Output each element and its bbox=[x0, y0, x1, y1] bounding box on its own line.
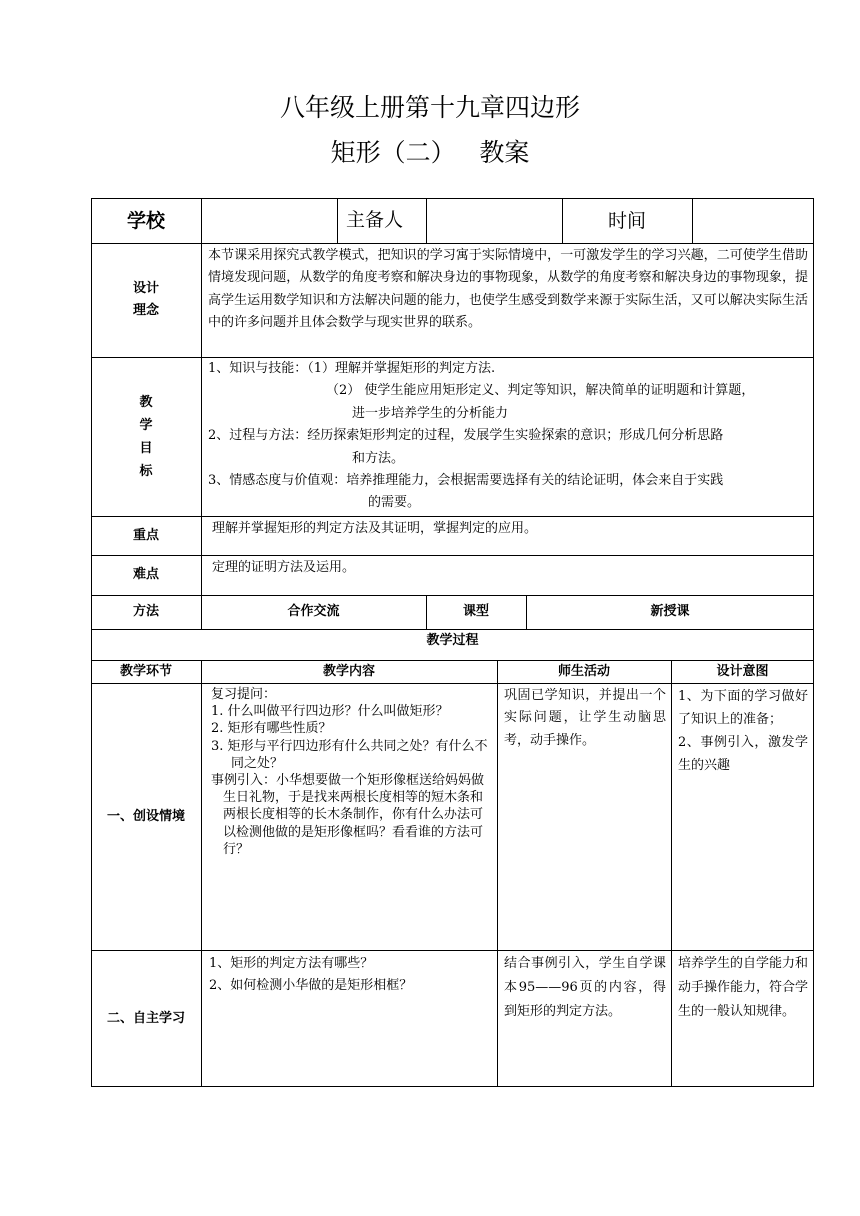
column-header-content: 教学内容 bbox=[322, 663, 375, 679]
difficulty-label: 难点 bbox=[132, 567, 159, 582]
lesson-type-label: 课型 bbox=[462, 604, 489, 619]
design-concept-label bbox=[91, 243, 201, 357]
content-heading: 复习提问： bbox=[211, 687, 277, 702]
objective-line: 3、情感态度与价值观：培养推理能力，会根据需要选择有关的结论证明，体会来自于实践 bbox=[208, 473, 724, 489]
method-value: 合作交流 bbox=[287, 604, 340, 619]
column-header-stage: 教学环节 bbox=[119, 663, 172, 679]
objectives-label-char1: 教 bbox=[139, 394, 153, 410]
content-item: 2. 矩形有哪些性质？ bbox=[211, 721, 332, 737]
time-value bbox=[692, 198, 814, 243]
document-title: 八年级上册第十九章四边形 bbox=[279, 93, 580, 122]
objective-line: 和方法。 bbox=[352, 450, 405, 466]
design-concept-label-line2: 理念 bbox=[132, 303, 159, 318]
content-item: 1. 什么叫做平行四边形？什么叫做矩形？ bbox=[211, 704, 449, 720]
difficulty-text: 定理的证明方法及运用。 bbox=[212, 560, 356, 575]
stage-1-activity: 巩固已学知识，并提出一个实际问题，让学生动脑思考，动手操作。 bbox=[504, 688, 666, 748]
stage-2-content bbox=[209, 953, 493, 1083]
stage-1-label: 一、创设情境 bbox=[106, 808, 185, 824]
process-heading: 教学过程 bbox=[426, 633, 479, 648]
lesson-type-value: 新授课 bbox=[650, 604, 690, 619]
document-subtitle: 矩形（二） 教案 bbox=[330, 138, 530, 167]
intent-item: 1、为下面的学习做好了知识上的准备； bbox=[678, 689, 808, 727]
objectives-label bbox=[91, 357, 201, 516]
preparer-value bbox=[426, 198, 562, 243]
objectives-label-char4: 标 bbox=[139, 463, 153, 479]
content-item: 1、矩形的判定方法有哪些？ bbox=[209, 956, 374, 971]
stage-1-content bbox=[211, 686, 493, 946]
key-point-label: 重点 bbox=[132, 527, 159, 543]
content-item: 3. 矩形与平行四边形有什么共同之处？有什么不同之处？ bbox=[211, 738, 488, 771]
objective-line: 1、知识与技能：（1）理解并掌握矩形的判定方法. bbox=[208, 361, 496, 376]
objectives-label-char2: 学 bbox=[139, 417, 153, 433]
objective-line: 2、过程与方法：经历探索矩形判定的过程，发展学生实验探索的意识；形成几何分析思路 bbox=[208, 428, 724, 444]
intent-item: 2、事例引入，激发学生的兴趣 bbox=[678, 735, 808, 773]
stage-1-intent bbox=[678, 685, 808, 945]
method-label: 方法 bbox=[132, 604, 159, 619]
objective-line: 的需要。 bbox=[368, 495, 421, 511]
stage-2-intent: 培养学生的自学能力和动手操作能力，符合学生的一般认知规律。 bbox=[678, 956, 809, 1019]
design-concept-label-line1: 设计 bbox=[132, 281, 159, 296]
objectives-label-char3: 目 bbox=[139, 440, 153, 456]
stage-2-label: 二、自主学习 bbox=[106, 1010, 185, 1026]
content-item: 2、如何检测小华做的是矩形相框？ bbox=[209, 978, 413, 994]
content-example: 事例引入：小华想要做一个矩形像框送给妈妈做生日礼物，于是找来两根长度相等的短木条和两根长度相等的长木条制作，你有什么办法可以检测他做的是矩形像框吗？看看谁的方法可行？ bbox=[211, 773, 485, 857]
school-label: 学校 bbox=[126, 209, 165, 232]
objective-line: 进一步培养学生的分析能力 bbox=[352, 405, 509, 421]
objectives-text bbox=[208, 358, 810, 515]
preparer-label: 主备人 bbox=[346, 209, 404, 231]
column-header-activity: 师生活动 bbox=[557, 663, 610, 679]
key-point-text: 理解并掌握矩形的判定方法及其证明，掌握判定的应用。 bbox=[212, 521, 538, 536]
stage-2-activity: 结合事例引入，学生自学课本95——96页的内容，得到矩形的判定方法。 bbox=[504, 956, 666, 1019]
design-concept-text: 本节课采用探究式教学模式，把知识的学习寓于实际情境中，一可激发学生的学习兴趣，二可使学生借助情境发现问题，从数学的角度考察和解决身边的事物现象，从数学的角度考察和解决身边的事物现象，提高学生运用数学知识和方法解决问题的能力，也使学生感受到数学来源于实际生活，又可以解决实际生活中的许多问题并且体会数学与现实世界的联系。 bbox=[208, 248, 808, 331]
time-label: 时间 bbox=[607, 209, 646, 232]
school-value bbox=[201, 198, 337, 243]
column-header-intent: 设计意图 bbox=[716, 663, 769, 679]
objective-line: （2） 使学生能应用矩形定义、判定等知识，解决简单的证明题和计算题， bbox=[326, 383, 755, 399]
